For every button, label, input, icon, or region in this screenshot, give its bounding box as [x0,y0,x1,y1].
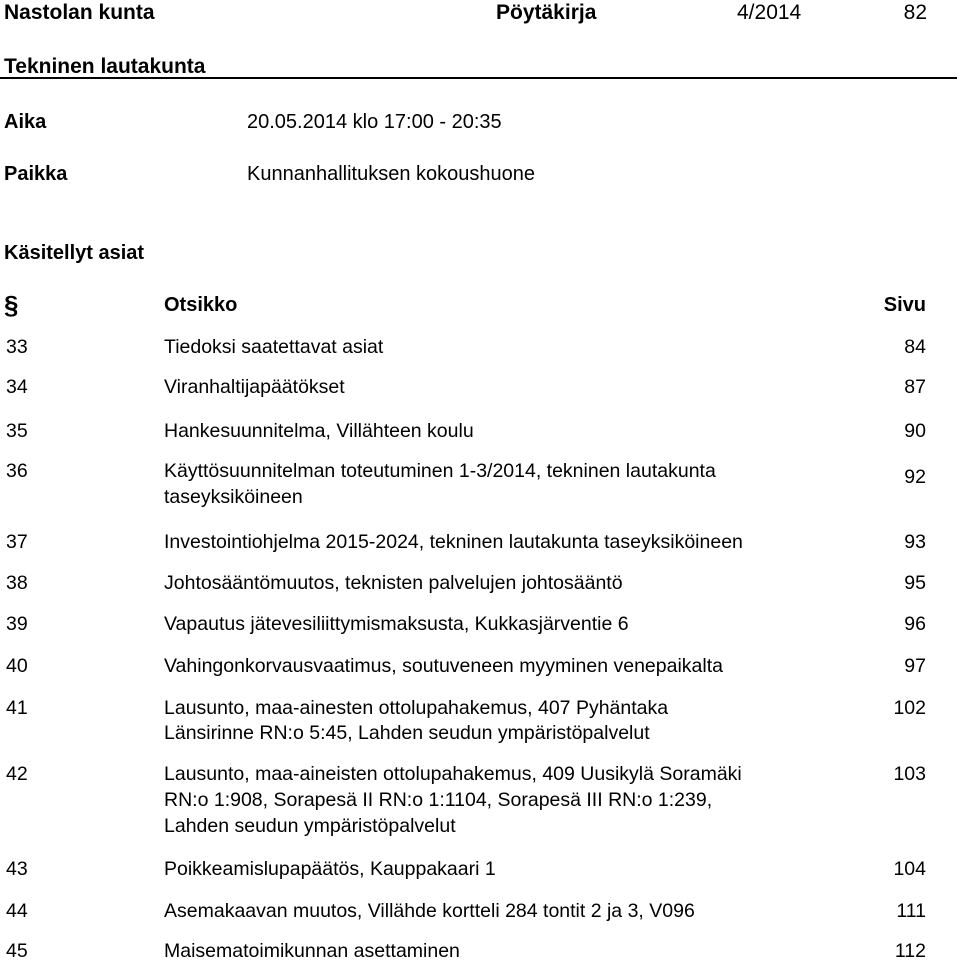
page-number: 82 [903,1,927,24]
agenda-heading: Käsitellyt asiat [4,242,145,264]
item-page: 111 [896,900,926,922]
item-title: Tiedoksi saatettavat asiat [164,336,384,358]
item-page: 112 [894,940,926,962]
column-header-title: Otsikko [164,294,238,316]
item-title-continued: taseyksiköineen [164,486,303,508]
section-sign-icon: § [4,290,19,320]
place-value: Kunnanhallituksen kokoushuone [247,163,535,185]
item-number: 33 [6,336,28,358]
item-title: Johtosääntömuutos, teknisten palvelujen johtosääntö [164,572,623,594]
column-header-page: Sivu [883,294,926,316]
item-title: Vapautus jätevesiliittymismaksusta, Kukkasjärventie 6 [164,613,629,635]
committee-name: Tekninen lautakunta [4,55,206,78]
item-title: Käyttösuunnitelman toteutuminen 1-3/2014, tekninen lautakunta [164,460,716,482]
item-title: Lausunto, maa-aineisten ottolupahakemus, 409 Uusikylä Soramäki [164,763,742,785]
place-label: Paikka [4,163,68,185]
document-number: 4/2014 [737,1,802,24]
item-title-continued: Länsirinne RN:o 5:45, Lahden seudun ympäristöpalvelut [164,722,650,744]
item-page: 103 [893,763,926,785]
item-number: 34 [6,376,28,398]
item-number: 36 [6,460,28,482]
item-title: Maisematoimikunnan asettaminen [164,940,460,962]
time-value: 20.05.2014 klo 17:00 - 20:35 [247,111,502,133]
document-type: Pöytäkirja [496,1,597,24]
item-title: Vahingonkorvausvaatimus, soutuveneen myyminen venepaikalta [164,655,723,677]
item-number: 38 [6,572,28,594]
item-number: 44 [6,900,28,922]
item-number: 41 [6,697,28,719]
item-title: Asemakaavan muutos, Villähde kortteli 284 tontit 2 ja 3, V096 [164,900,695,922]
item-page: 93 [904,531,926,553]
item-title: Investointiohjelma 2015-2024, tekninen lautakunta taseyksiköineen [164,531,743,553]
header-divider [0,77,957,79]
item-page: 97 [904,655,926,677]
item-number: 45 [6,940,28,962]
item-page: 104 [893,858,926,880]
item-page: 92 [904,466,926,488]
item-title-continued: Lahden seudun ympäristöpalvelut [164,815,456,837]
item-title: Hankesuunnitelma, Villähteen koulu [164,420,474,442]
item-page: 84 [904,336,926,358]
item-title-continued: RN:o 1:908, Sorapesä II RN:o 1:1104, Sorapesä III RN:o 1:239, [164,789,713,811]
item-number: 35 [6,420,28,442]
item-number: 42 [6,763,28,785]
item-number: 43 [6,858,28,880]
item-page: 96 [904,613,926,635]
item-title: Viranhaltijapäätökset [164,376,345,398]
time-label: Aika [4,111,47,133]
item-page: 90 [904,420,926,442]
item-number: 40 [6,655,28,677]
item-page: 102 [893,697,926,719]
municipality-name: Nastolan kunta [4,1,155,24]
item-number: 37 [6,531,28,553]
item-number: 39 [6,613,28,635]
item-page: 87 [904,376,926,398]
item-title: Poikkeamislupapäätös, Kauppakaari 1 [164,858,496,880]
item-page: 95 [904,572,926,594]
item-title: Lausunto, maa-ainesten ottolupahakemus, 407 Pyhäntaka [164,697,669,719]
